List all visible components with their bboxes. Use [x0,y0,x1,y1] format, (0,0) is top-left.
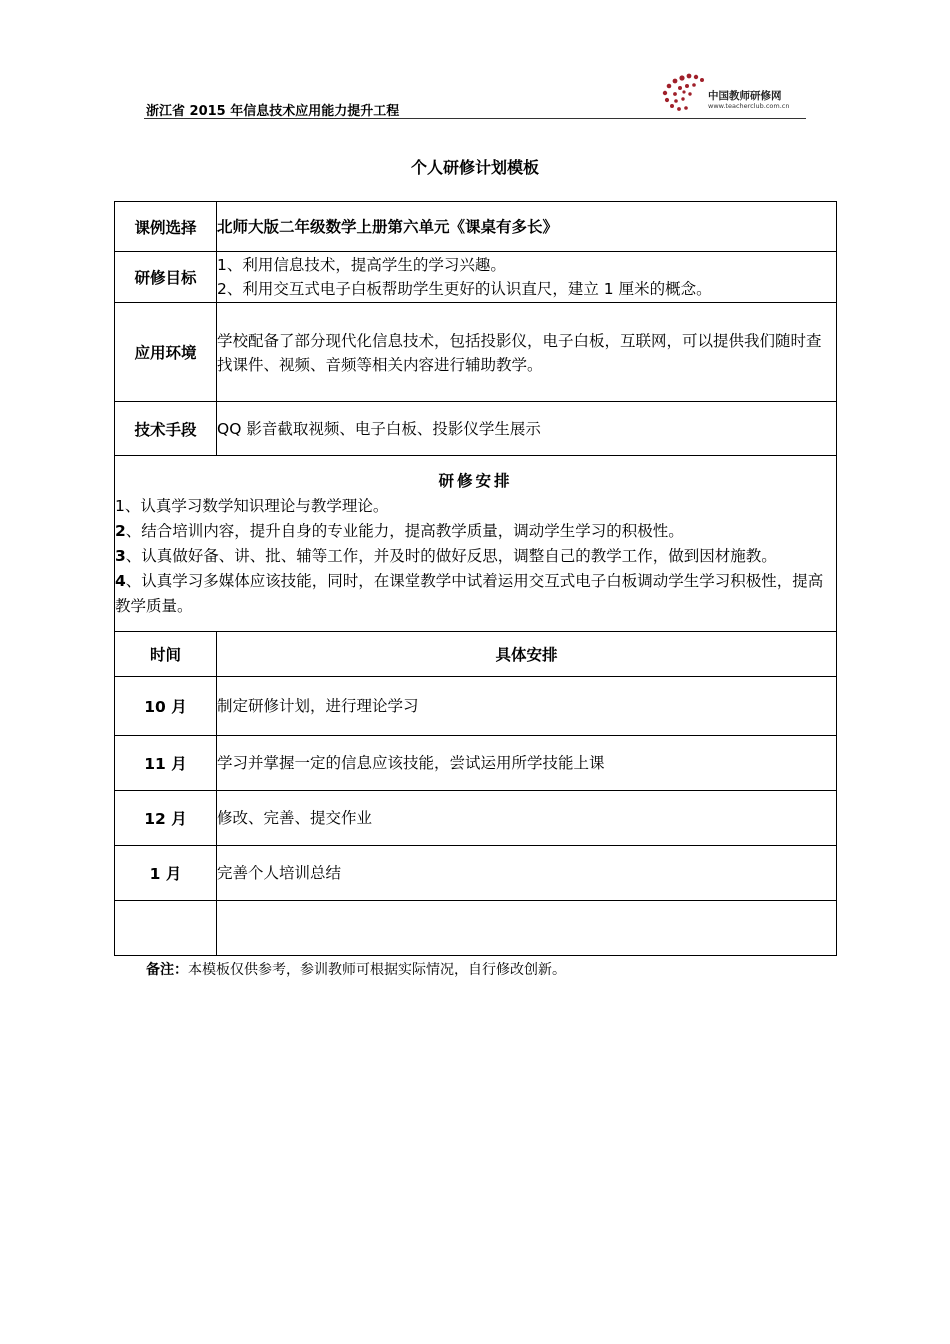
plan-table [114,201,837,956]
table-row [115,791,837,846]
schedule-item [115,569,836,619]
logo-name: 中国教师研修网 [708,90,782,102]
plan-task [217,901,837,956]
schedule-item [115,494,836,519]
schedule-row [115,456,837,632]
goal-line: 1、利用信息技术，提高学生的学习兴趣。 [217,256,506,274]
logo-dots-icon [656,70,708,114]
logo-url: www.teacherclub.com.cn [708,102,790,110]
schedule-item-num: 3 [115,546,126,565]
plan-task: 修改、完善、提交作业 [217,791,837,846]
page-title: 个人研修计划模板 [410,158,539,177]
plan-month: 1 月 [115,846,217,901]
plan-month: 11 月 [115,736,217,791]
footnote-label: 备注： [146,962,188,978]
env-row [115,303,837,402]
schedule-item-text: 、结合培训内容，提升自身的专业能力，提高教学质量，调动学生学习的积极性。 [125,521,684,540]
tech-value: QQ 影音截取视频、电子白板、投影仪学生展示 [217,402,837,456]
env-value: 学校配备了部分现代化信息技术，包括投影仪，电子白板，互联网，可以提供我们随时查找课件、视频、音频等相关内容进行辅助教学。 [217,303,837,402]
schedule-cell [115,456,837,632]
schedule-item-num: 1 [115,496,125,515]
table-row [115,901,837,956]
tech-label: 技术手段 [115,402,217,456]
plan-task: 完善个人培训总结 [217,846,837,901]
table-row [115,846,837,901]
schedule-item [115,544,836,569]
schedule-item-text: 、认真学习数学知识理论与教学理论。 [124,496,389,515]
plan-task: 学习并掌握一定的信息应该技能，尝试运用所学技能上课 [217,736,837,791]
plan-header-row [115,632,837,677]
schedule-item-text: 、认真学习多媒体应该技能，同时，在课堂教学中试着运用交互式电子白板调动学生学习积极性，提高教学质量。 [115,571,824,615]
goal-line: 2、利用交互式电子白板帮助学生更好的认识直尺，建立 1 厘米的概念。 [217,280,712,298]
table-row [115,677,837,736]
tech-row [115,402,837,456]
schedule-item-text: 、认真做好备、讲、批、辅等工作，并及时的做好反思，调整自己的教学工作，做到因材施教。 [125,546,777,565]
case-value: 北师大版二年级数学上册第六单元《课桌有多长》 [217,202,837,252]
header-divider [144,118,806,119]
plan-header-time: 时间 [115,632,217,677]
env-label: 应用环境 [115,303,217,402]
table-row [115,736,837,791]
schedule-item-num: 2 [115,521,126,540]
schedule-item-num: 4 [115,571,126,590]
schedule-title: 研修安排 [438,471,513,490]
plan-month: 12 月 [115,791,217,846]
schedule-item [115,519,836,544]
plan-header-detail: 具体安排 [217,632,837,677]
plan-month: 10 月 [115,677,217,736]
goal-label: 研修目标 [115,252,217,303]
footnote-text: 本模板仅供参考，参训教师可根据实际情况，自行修改创新。 [188,962,566,978]
footnote [146,959,566,979]
site-logo [656,70,816,114]
goal-row [115,252,837,303]
case-label: 课例选择 [115,202,217,252]
goal-value [217,252,837,303]
case-row [115,202,837,252]
header-text: 浙江省 2015 年信息技术应用能力提升工程 [146,104,400,119]
plan-month [115,901,217,956]
plan-task: 制定研修计划，进行理论学习 [217,677,837,736]
